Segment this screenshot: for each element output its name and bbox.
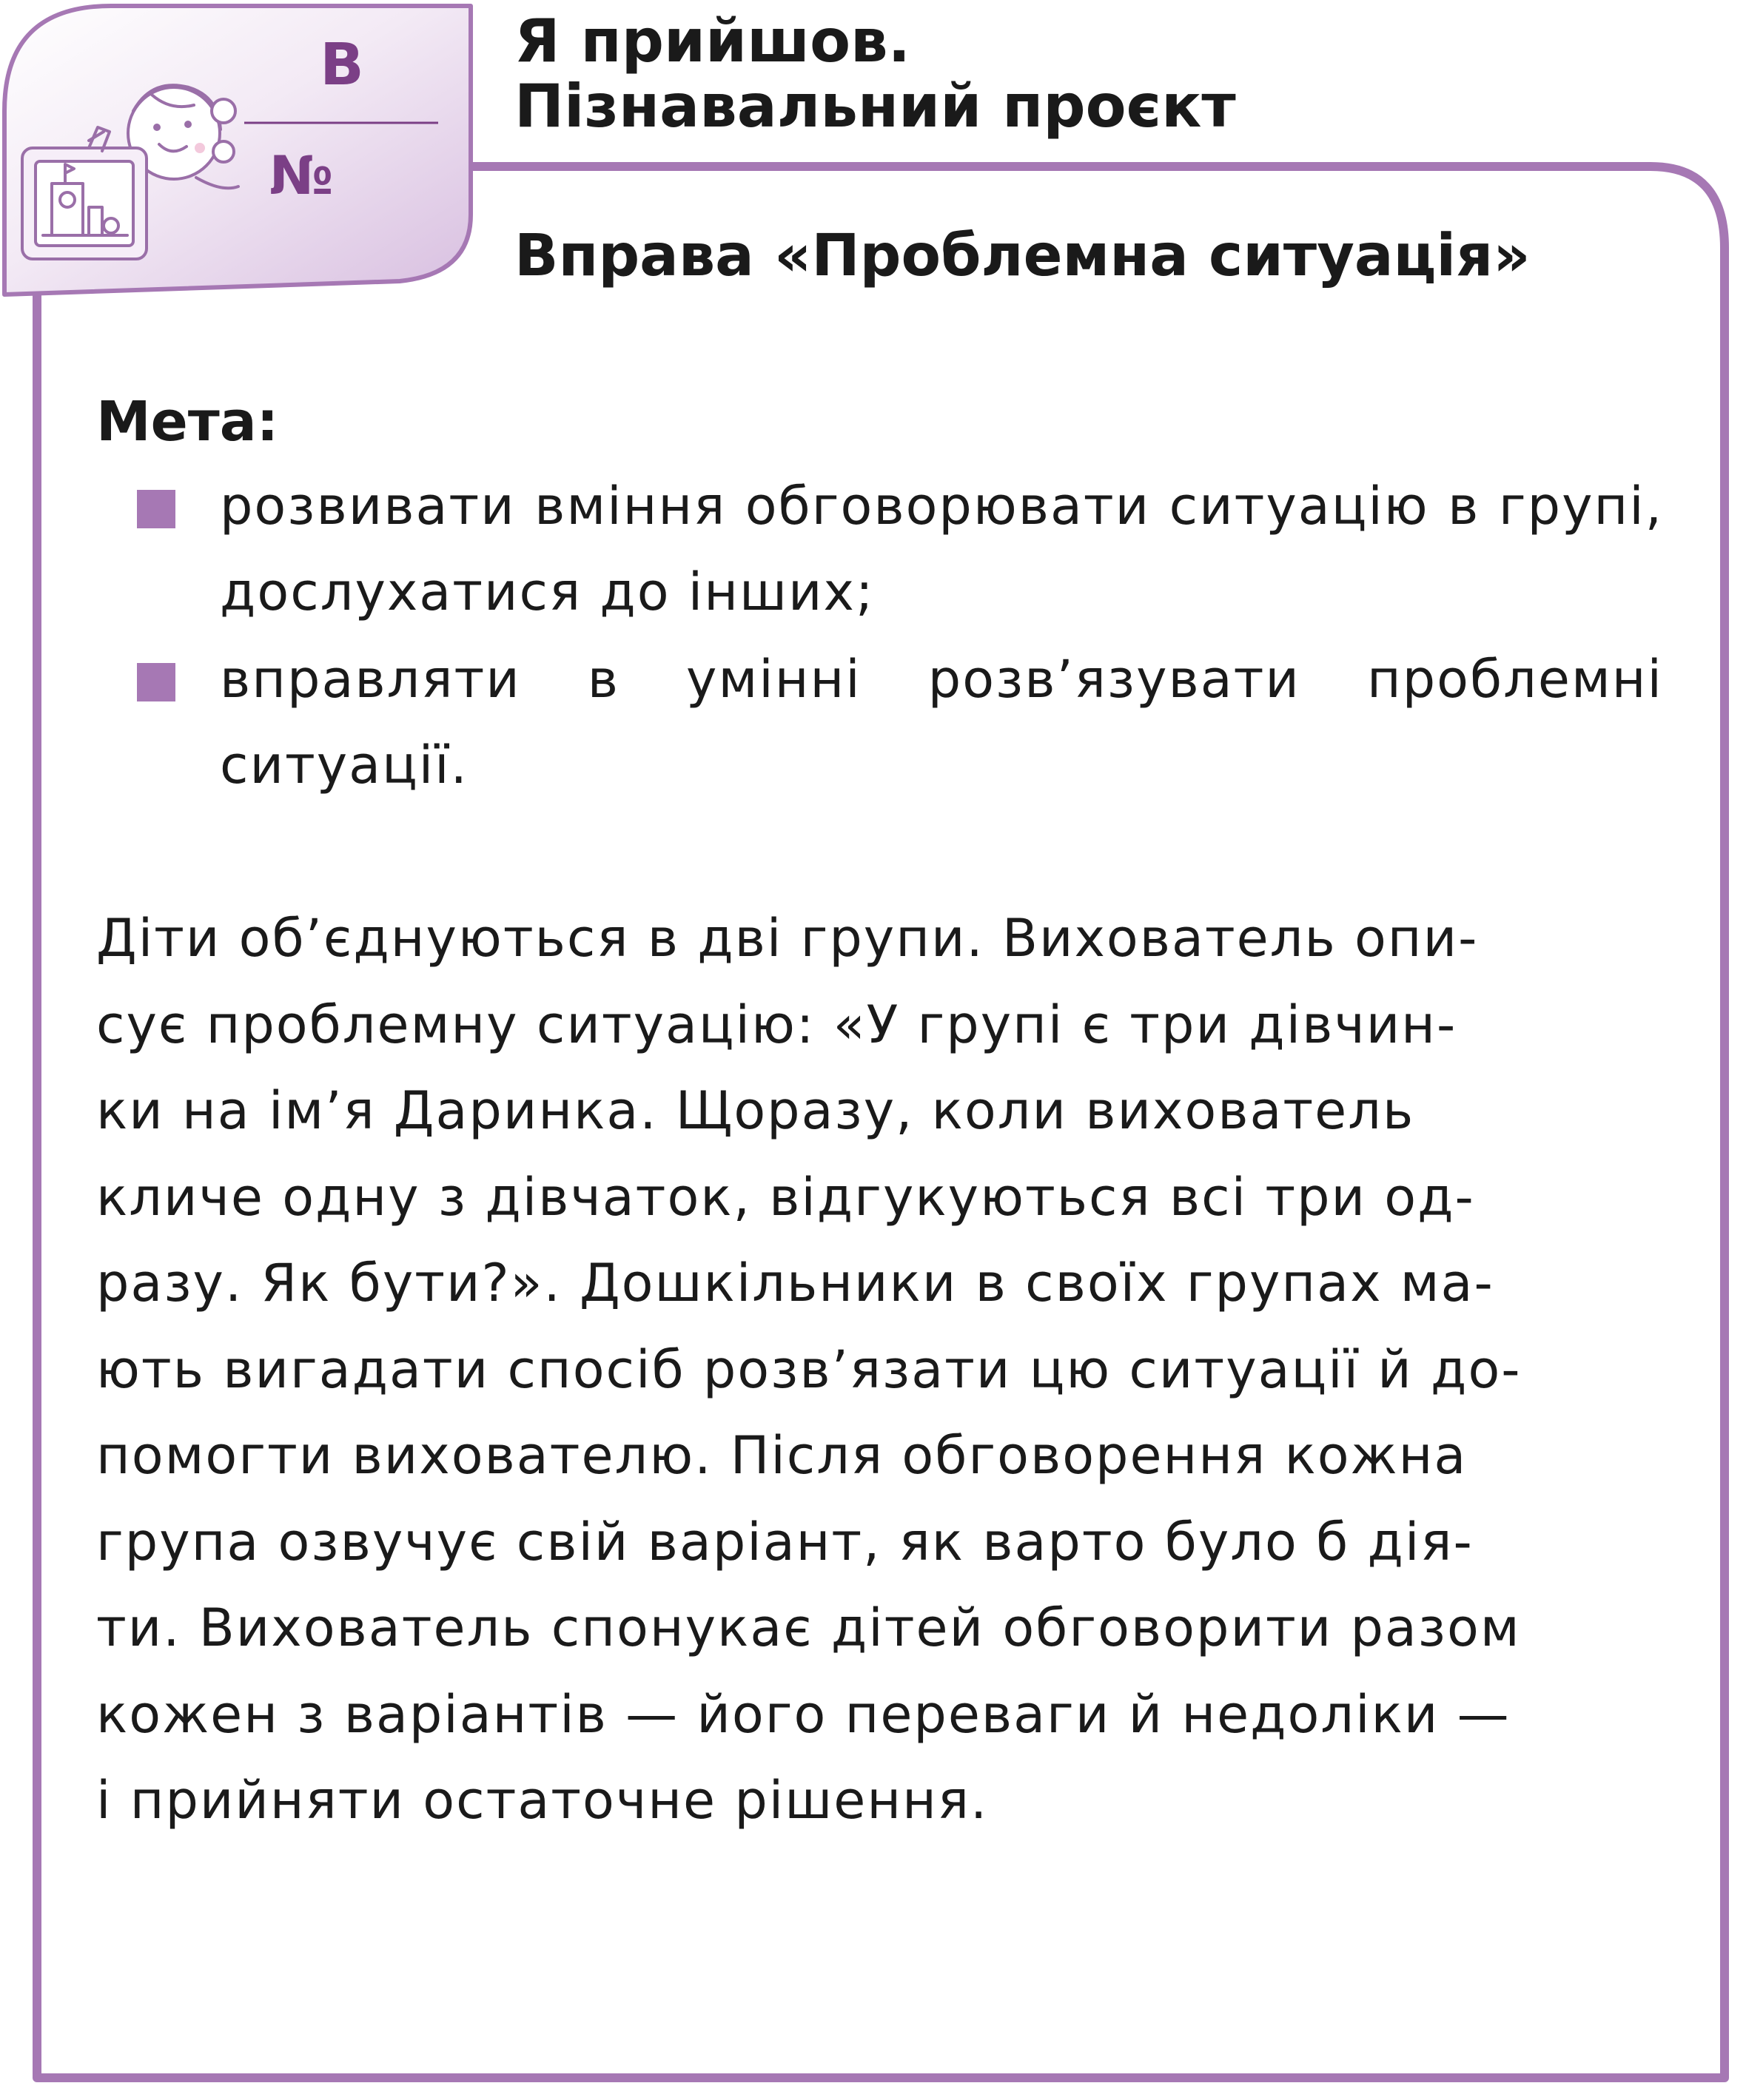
goal-text: розвивати вміння обговорювати ситуацію в групі, дослухатися до інших; [220,476,1663,622]
goal-text: вправляти в умінні розв’язувати проблемні ситуації. [220,649,1663,795]
description-line: ють вигадати спосіб розв’язати цю ситуації й до- [96,1339,1522,1400]
description-line: і прийняти остаточне рішення. [96,1770,989,1831]
description-line: помогти вихователю. Після обговорення кожна [96,1425,1468,1486]
badge-number-label: № [269,144,334,206]
square-bullet-icon [137,663,175,701]
square-bullet-icon [137,490,175,528]
description-line: Діти об’єднуються в дві групи. Вихователь опи- [96,908,1479,969]
description-line: сує проблемну ситуацію: «У групі є три дівчин- [96,994,1457,1055]
description-line: разу. Як бути?». Дошкільники в своїх групах ма- [96,1253,1494,1313]
badge-letter: В [320,32,364,98]
exercise-description [96,895,1665,1844]
description-line: кличе одну з дівчаток, відгукуються всі три од- [96,1166,1475,1228]
description-line: група озвучує свій варіант, як варто було б дія- [96,1511,1474,1572]
section-subtitle: Пізнавальний проєкт [514,72,1236,141]
goal-label: Мета: [96,390,279,454]
description-line: кожен з варіантів — його переваги й недоліки — [96,1683,1511,1745]
section-title: Я прийшов. [514,7,911,75]
description-line: ки на ім’я Даринка. Щоразу, коли вихователь [96,1080,1415,1141]
description-line: ти. Вихователь спонукає дітей обговорити разом [96,1598,1521,1658]
exercise-title: Вправа «Проблемна ситуація» [514,223,1531,289]
